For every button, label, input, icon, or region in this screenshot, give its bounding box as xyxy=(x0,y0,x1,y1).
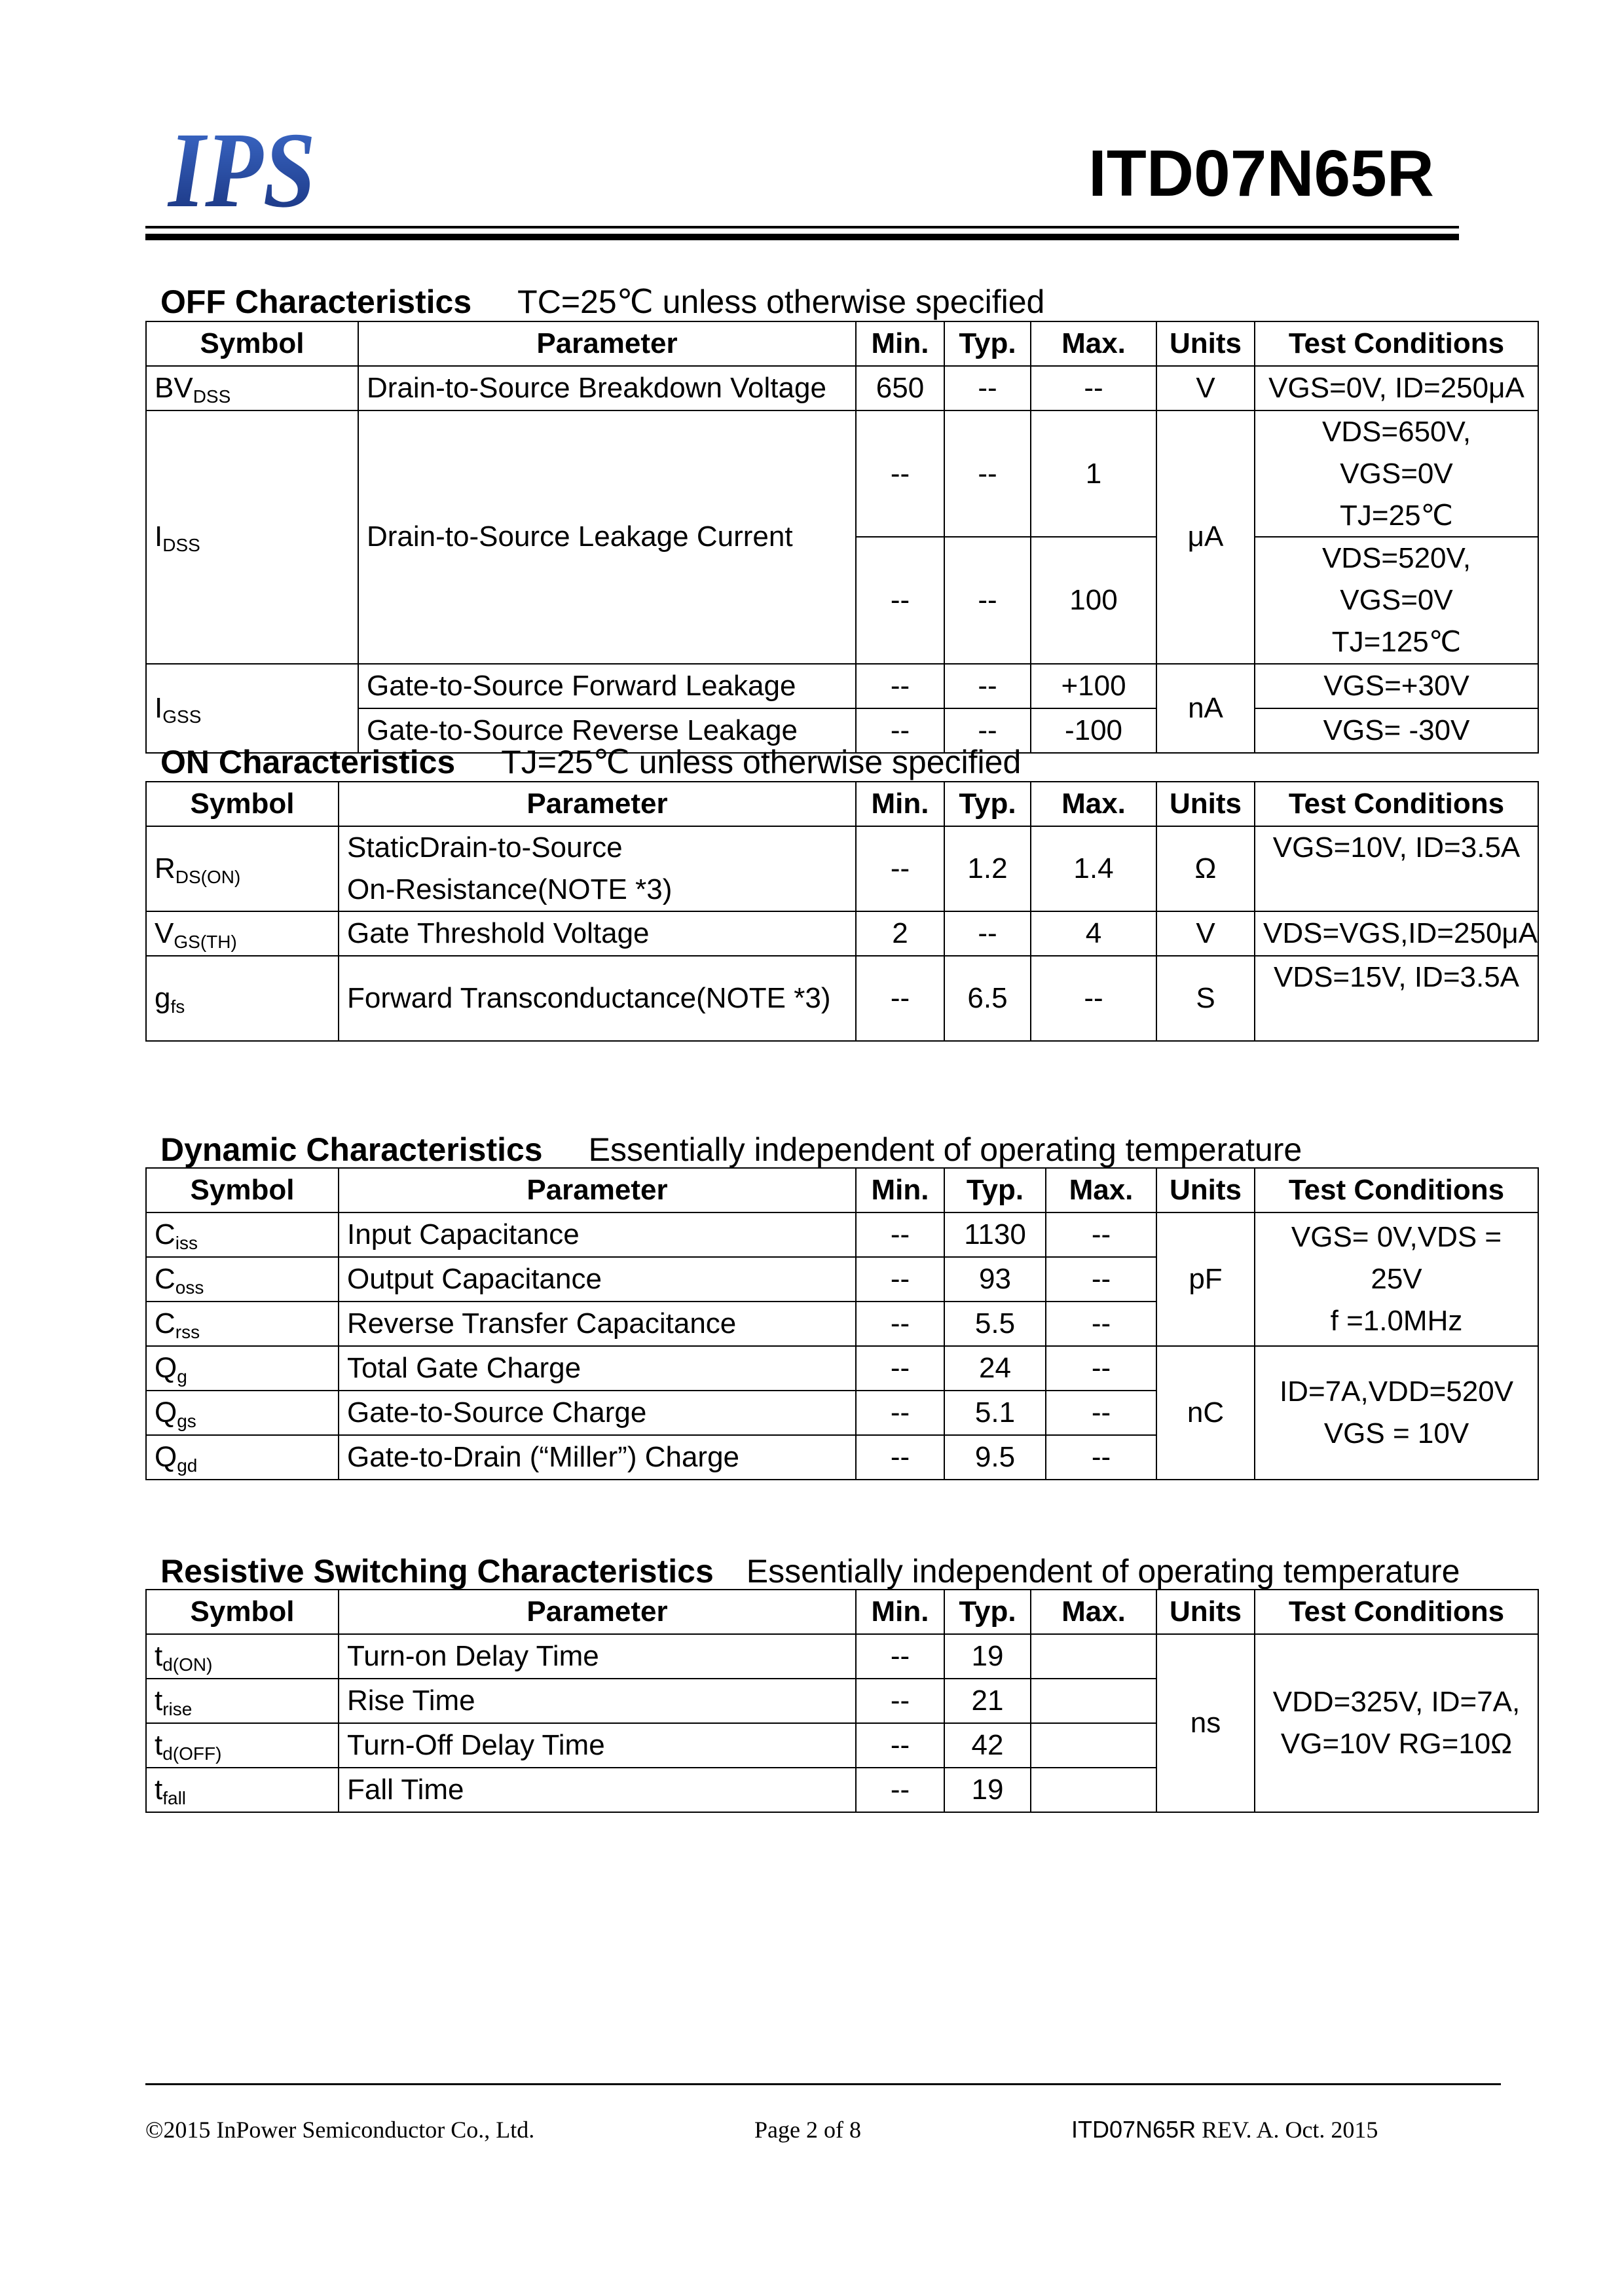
table-row: $BV_{DSS}$ Drain-to-Source Breakdown Voltage 650 -- -- V VGS=0V, ID=250μA xyxy=(146,366,1538,410)
switching-characteristics-table xyxy=(145,1589,1539,1813)
switching-section-title: Resistive Switching Characteristics Essentially independent of operating temperature xyxy=(160,1553,1460,1590)
header-rule-thick xyxy=(145,234,1459,240)
table-header-row: Symbol Parameter Min. Typ. Max. Units Test Conditions xyxy=(146,321,1538,366)
svg-text:IPS: IPS xyxy=(167,118,316,216)
on-section-title: ON Characteristics TJ=25℃ unless otherwise specified xyxy=(160,744,1022,780)
table-row: $t_{d(OFF)}$ Turn-Off Delay Time -- 42 xyxy=(146,1723,1538,1768)
on-characteristics-table xyxy=(145,781,1539,1042)
table-row: $Q_g$ Total Gate Charge -- 24 -- nC ID=7A,VDD=520V VGS = 10V xyxy=(146,1346,1538,1391)
header-rule-thin xyxy=(145,226,1459,228)
table-row: $t_{fall}$ Fall Time -- 19 xyxy=(146,1768,1538,1812)
table-header-row: Symbol Parameter Min. Typ. Max. Units Test Conditions xyxy=(146,782,1538,826)
off-section-title: OFF Characteristics TC=25℃ unless otherwise specified xyxy=(160,283,1045,320)
footer-rule xyxy=(145,2083,1501,2085)
dynamic-characteristics-table xyxy=(145,1167,1539,1480)
table-row: Gate-to-Source Reverse Leakage -- -- -100 VGS= -30V xyxy=(146,708,1538,753)
table-header-row: Symbol Parameter Min. Typ. Max. Units Test Conditions xyxy=(146,1590,1538,1634)
table-row: $I_{GSS}$ Gate-to-Source Forward Leakage -- -- +100 nA VGS=+30V xyxy=(146,664,1538,708)
table-row: $C_{oss}$ Output Capacitance -- 93 -- xyxy=(146,1257,1538,1302)
table-row: $g_{fs}$ Forward Transconductance(NOTE *3) -- 6.5 -- S VDS=15V, ID=3.5A xyxy=(146,956,1538,1041)
table-row: $Q_{gd}$ Gate-to-Drain (“Miller”) Charge -- 9.5 -- xyxy=(146,1435,1538,1480)
table-row: $R_{DS(ON)}$ StaticDrain-to-Source On-Resistance(NOTE *3) -- 1.2 1.4 Ω VGS=10V, ID=3.5A xyxy=(146,826,1538,911)
off-characteristics-table xyxy=(145,321,1539,754)
table-row: $C_{iss}$ Input Capacitance -- 1130 -- pF VGS= 0V,VDS = 25V f =1.0MHz xyxy=(146,1212,1538,1257)
footer-page-number: Page 2 of 8 xyxy=(754,2117,861,2143)
company-logo xyxy=(167,118,321,216)
table-row: $t_{d(ON)}$ Turn-on Delay Time -- 19 ns VDD=325V, ID=7A, VG=10V RG=10Ω xyxy=(146,1634,1538,1679)
dynamic-section-title: Dynamic Characteristics Essentially independent of operating temperature xyxy=(160,1131,1302,1168)
table-row: $Q_{gs}$ Gate-to-Source Charge -- 5.1 -- xyxy=(146,1391,1538,1435)
table-row: $I_{DSS}$ Drain-to-Source Leakage Current -- -- 1 μA VDS=650V, VGS=0V TJ=25℃ xyxy=(146,410,1538,537)
table-row: $V_{GS(TH)}$ Gate Threshold Voltage 2 -- 4 V VDS=VGS,ID=250μA xyxy=(146,911,1538,956)
footer-copyright: ©2015 InPower Semiconductor Co., Ltd. xyxy=(145,2117,535,2143)
footer-revision: ITD07N65R REV. A. Oct. 2015 xyxy=(1071,2116,1378,2143)
table-row: -- -- 100 VDS=520V, VGS=0V TJ=125℃ xyxy=(146,537,1538,663)
table-header-row: Symbol Parameter Min. Typ. Max. Units Test Conditions xyxy=(146,1168,1538,1212)
table-row: $C_{rss}$ Reverse Transfer Capacitance -- 5.5 -- xyxy=(146,1302,1538,1346)
part-number-title: ITD07N65R xyxy=(1088,137,1434,210)
table-row: $t_{rise}$ Rise Time -- 21 xyxy=(146,1679,1538,1723)
